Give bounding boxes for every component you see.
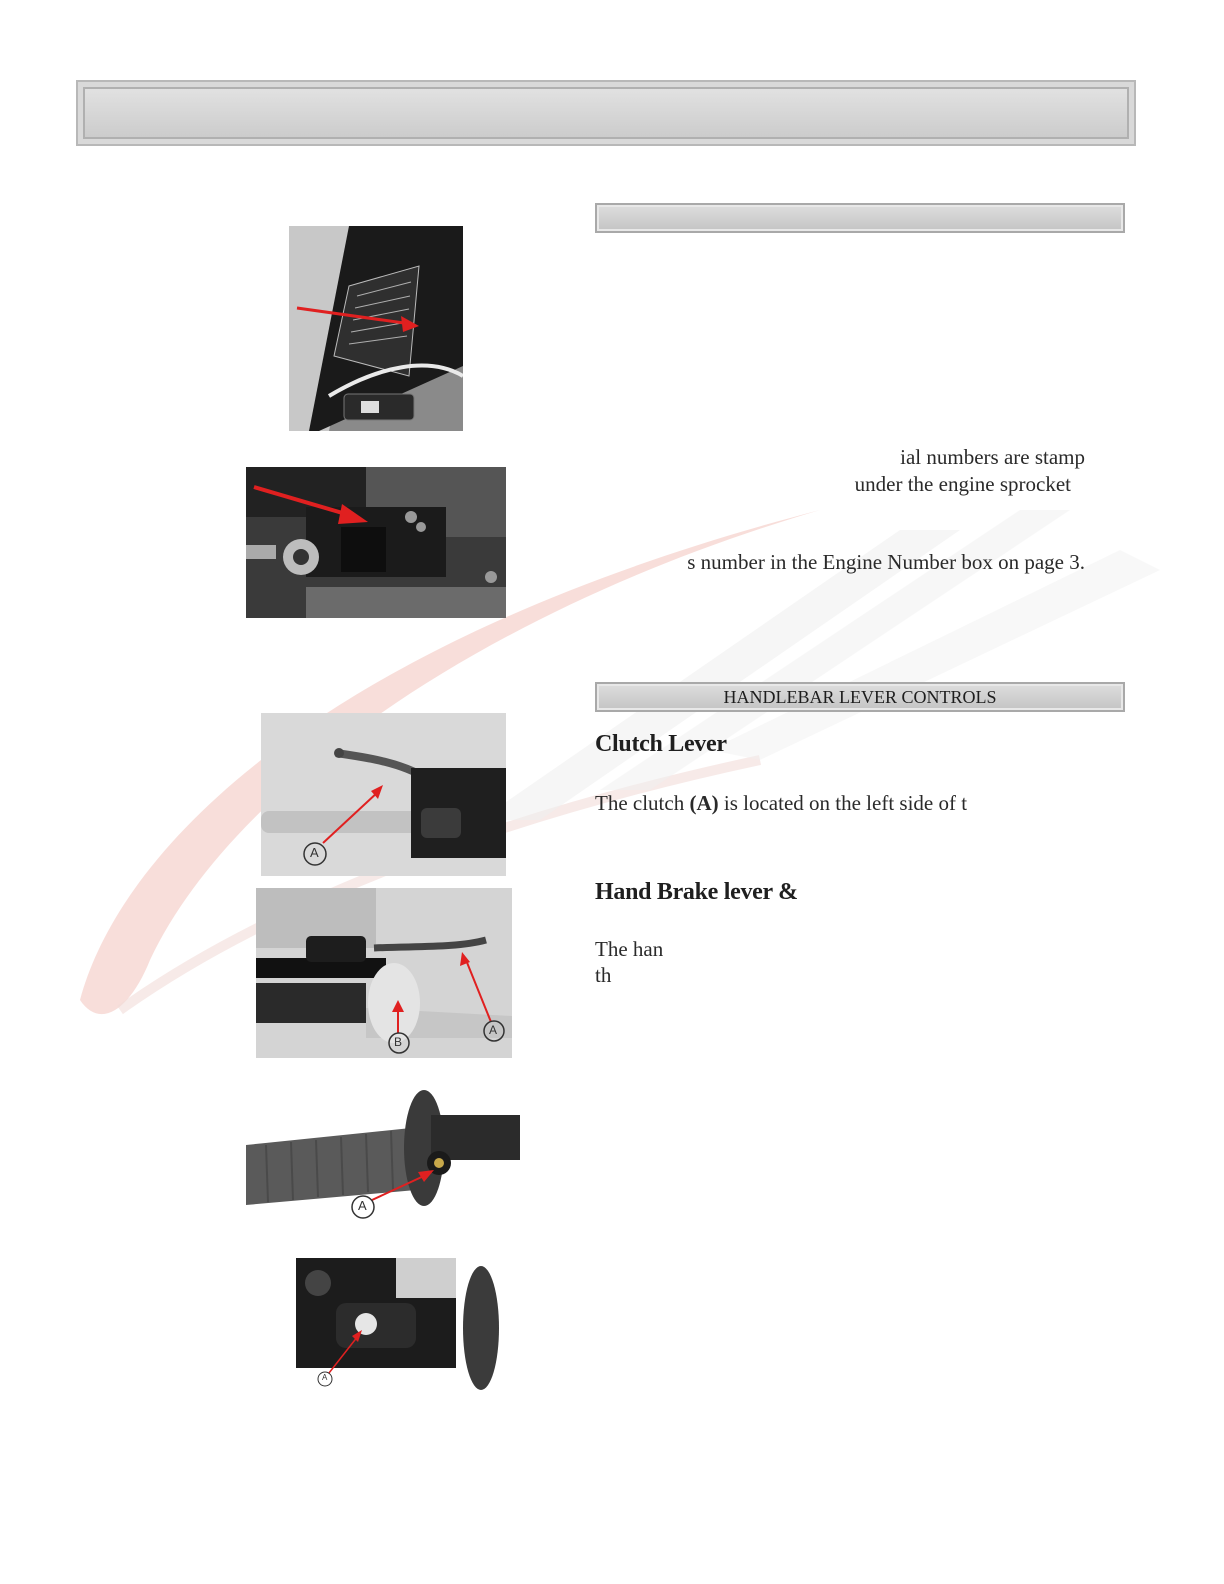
handlebar-section-bar <box>595 682 1125 712</box>
brake-photo-callout-b: B <box>394 1035 403 1049</box>
clutch-text-end: is located on the left side of t <box>723 791 968 815</box>
engine-number-photo <box>246 467 506 618</box>
brake-text-line-2: th <box>595 963 612 987</box>
clutch-lever-photo <box>261 713 506 876</box>
switch-photo-callout-a: A <box>322 1373 328 1382</box>
brake-lever-photo <box>256 888 512 1058</box>
clutch-photo-callout-a: A <box>310 845 319 860</box>
hand-brake-heading: Hand Brake lever & <box>595 879 798 905</box>
page-header-banner <box>76 80 1136 146</box>
serial-text-line-3: s number in the Engine Number box on page 3. <box>687 550 1085 574</box>
serial-text-line-1: ial numbers are stamp <box>900 445 1085 469</box>
frame-label-photo <box>289 226 463 431</box>
handlebar-section-title: HANDLEBAR LEVER CONTROLS <box>723 687 997 707</box>
clutch-callout-label: (A) <box>689 791 719 815</box>
switch-button-photo <box>296 1258 499 1393</box>
clutch-text-start: The clutch <box>595 791 685 815</box>
brake-text-line-1: The han <box>595 937 664 961</box>
clutch-paragraph <box>595 790 967 816</box>
brake-photo-callout-a: A <box>489 1023 498 1037</box>
clutch-lever-heading: Clutch Lever <box>595 731 727 757</box>
grip-photo-callout-a: A <box>358 1198 367 1213</box>
serial-number-section-bar <box>595 203 1125 233</box>
throttle-grip-photo <box>246 1090 520 1225</box>
serial-text-line-2: under the engine sprocket <box>854 472 1071 496</box>
